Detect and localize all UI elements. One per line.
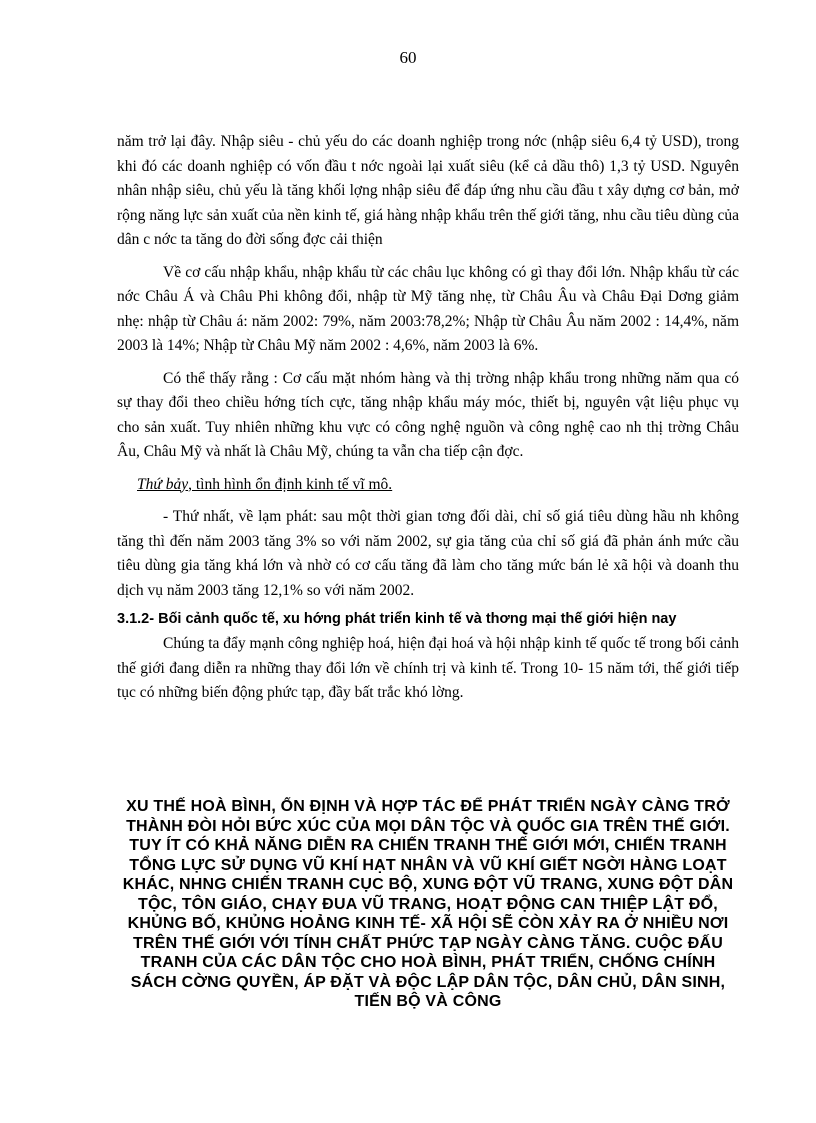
paragraph-import-structure: Về cơ cấu nhập khẩu, nhập khẩu từ các châu lục không có gì thay đổi lớn. Nhập khẩu từ các nớc Châu Á và Châu Phi không đổi, nhập từ Mỹ tăng nhẹ, từ Châu Âu và Châu Đại Dơng giảm nhẹ: nhập từ Châu á: năm 2002: 79%, năm 2003:78,2%; Nhập từ Châu Âu năm 2002 : 14,4%, năm 2003 là 14%; Nhập từ Châu Mỹ năm 2002 : 4,6%, năm 2003 là 6%. <box>117 263 739 354</box>
uppercase-paragraph: XU THẾ HOÀ BÌNH, ỔN ĐỊNH VÀ HỢP TÁC ĐỂ PHÁT TRIỂN NGÀY CÀNG TRỞ THÀNH ĐÒI HỎI BỨC XÚC CỦA MỌI DÂN TỘC VÀ QUỐC GIA TRÊN THẾ GIỚI. TUY ÍT CÓ KHẢ NĂNG DIỄN RA CHIẾN TRANH THẾ GIỚI MỚI, CHIẾN TRANH TỔNG LỰC SỬ DỤNG VŨ KHÍ HẠT NHÂN VÀ VŨ KHÍ GIẾT NGỜI HÀNG LOẠT KHÁC, NHNG CHIẾN TRANH CỤC BỘ, XUNG ĐỘT VŨ TRANG, XUNG ĐỘT DÂN TỘC, TÔN GIÁO, CHẠY ĐUA VŨ TRANG, HOẠT ĐỘNG CAN THIỆP LẬT ĐỔ, KHỦNG BỐ, KHỦNG HOẢNG KINH TẾ- XÃ HỘI SẼ CÒN XẢY RA Ở NHIỀU NƠI TRÊN THẾ GIỚI VỚI TÍNH CHẤT PHỨC TẠP NGÀY CÀNG TĂNG. CUỘC ĐẤU TRANH CỦA CÁC DÂN TỘC CHO HOÀ BÌNH, PHÁT TRIỂN, CHỐNG CHÍNH SÁCH CỜNG QUYỀN, ÁP ĐẶT VÀ ĐỘC LẬP DÂN TỘC, DÂN CHỦ, DÂN SINH, TIẾN BỘ VÀ CÔNG <box>122 798 734 1010</box>
italic-subheading <box>117 473 739 498</box>
body-text <box>117 130 739 714</box>
section-heading: 3.1.2- Bối cảnh quốc tế, xu hớng phát triển kinh tế và thơng mại thế giới hiện nay <box>117 611 677 627</box>
italic-subheading-lead: Thứ bảy <box>137 475 189 493</box>
paragraph-market-structure: Có thể thấy rằng : Cơ cấu mặt nhóm hàng và thị trờng nhập khẩu trong những năm qua có sự thay đổi theo chiều hớng tích cực, tăng nhập khẩu máy móc, thiết bị, nguyên vật liệu phục vụ cho sản xuất. Tuy nhiên những khu vực có công nghệ nguồn và công nghệ cao nh thị trờng Châu Âu, Châu Mỹ và nhất là Châu Mỹ, chúng ta vẫn cha tiếp cận đợc. <box>117 369 739 460</box>
page-number: 60 <box>399 48 417 67</box>
paragraph-context: Chúng ta đẩy mạnh công nghiệp hoá, hiện đại hoá và hội nhập kinh tế quốc tế trong bối cảnh thế giới đang diễn ra những thay đổi lớn về chính trị và kinh tế. Trong 10- 15 năm tới, thế giới tiếp tục có những biến động phức tạp, đầy bất trắc khó lờng. <box>117 635 739 701</box>
italic-subheading-rest: , tình hình ổn định kinh tế vĩ mô. <box>188 475 393 493</box>
paragraph-import-surplus: năm trở lại đây. Nhập siêu - chủ yếu do các doanh nghiệp trong nớc (nhập siêu 6,4 tỷ USD), trong khi đó các doanh nghiệp có vốn đầu t nớc ngoài lại xuất siêu (kể cả dầu thô) 1,3 tỷ USD. Nguyên nhân nhập siêu, chủ yếu là tăng khối lợng nhập siêu để đáp ứng nhu cầu đầu t xây dựng cơ bản, mở rộng năng lực sản xuất của nền kinh tế, giá hàng nhập khẩu trên thế giới tăng, nhu cầu tiêu dùng của dân c nớc ta tăng do đời sống đợc cải thiện <box>117 133 739 248</box>
paragraph-inflation: - Thứ nhất, về lạm phát: sau một thời gian tơng đối dài, chỉ số giá tiêu dùng hầu nh không tăng thì đến năm 2003 tăng 3% so với năm 2002, sự gia tăng của chỉ số giá đã phản ánh mức cầu tiêu dùng gia tăng khá lớn và nhờ có cơ cấu tăng đã làm cho tăng mức bán lẻ xã hội và doanh thu dịch vụ năm 2003 tăng 12,1% so với năm 2002. <box>117 508 739 599</box>
